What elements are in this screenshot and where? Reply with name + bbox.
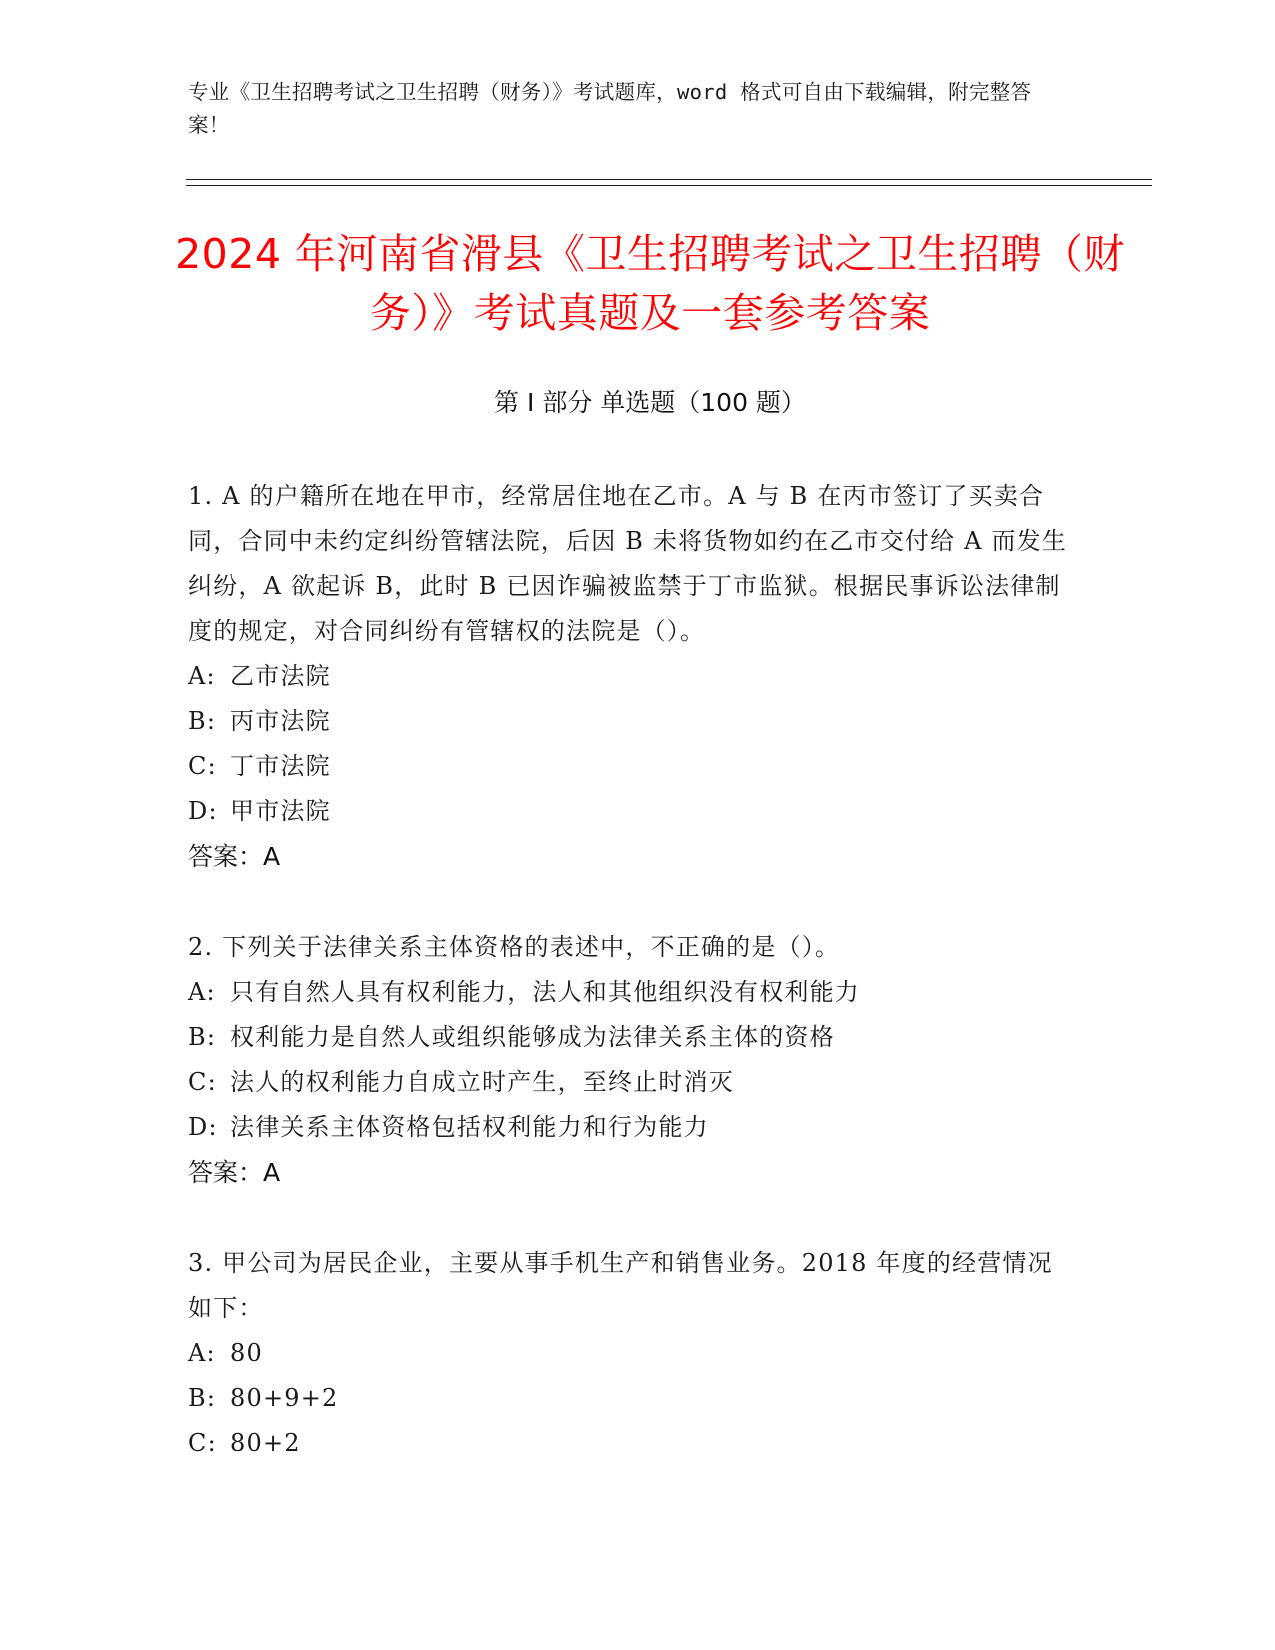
option-key: A: [188, 1339, 216, 1367]
answer-line [188, 1150, 1068, 1195]
answer-value: A [263, 1158, 281, 1187]
option-text: 丙市法院 [230, 707, 331, 735]
option-text: 80+9+2 [230, 1384, 339, 1412]
header-rule-top [186, 179, 1152, 180]
answer-line [188, 834, 1068, 879]
option-text: 乙市法院 [230, 662, 331, 690]
option-text: 法律关系主体资格包括权利能力和行为能力 [230, 1113, 709, 1141]
option-a [188, 1331, 1068, 1376]
option-b [188, 1376, 1068, 1421]
question-2 [188, 925, 1068, 1195]
option-text: 80+2 [230, 1429, 301, 1457]
question-list [188, 474, 1068, 1512]
option-key: B: [188, 707, 217, 735]
option-key: D: [188, 797, 218, 825]
header-note: 专业《卫生招聘考试之卫生招聘（财务）》考试题库，word 格式可自由下载编辑，附完整答案！ [188, 80, 1032, 137]
option-text: 丁市法院 [230, 752, 331, 780]
option-key: D: [188, 1113, 218, 1141]
section-title: 第 I 部分 单选题（100 题） [494, 388, 806, 417]
answer-label: 答案： [188, 1158, 264, 1187]
option-b [188, 699, 1068, 744]
option-key: C: [188, 1429, 217, 1457]
option-d [188, 789, 1068, 834]
option-key: C: [188, 1068, 217, 1096]
question-3 [188, 1241, 1068, 1466]
header-rule-bottom [186, 185, 1152, 186]
option-c [188, 744, 1068, 789]
option-key: B: [188, 1023, 217, 1051]
answer-label: 答案： [188, 842, 264, 871]
answer-value: A [263, 842, 281, 871]
document-title: 2024 年河南省滑县《卫生招聘考试之卫生招聘（财务）》考试真题及一套参考答案 [175, 230, 1125, 337]
option-text: 只有自然人具有权利能力，法人和其他组织没有权利能力 [230, 978, 860, 1006]
option-a [188, 654, 1068, 699]
option-key: A: [188, 662, 216, 690]
question-stem: 2. 下列关于法律关系主体资格的表述中，不正确的是（）。 [188, 933, 841, 961]
option-a [188, 970, 1068, 1015]
question-stem: 1. A 的户籍所在地在甲市，经常居住地在乙市。A 与 B 在丙市签订了买卖合同，合同中未约定纠纷管辖法院，后因 B 未将货物如约在乙市交付给 A 而发生纠纷，A 欲起诉 B，此时 B 已因诈骗被监禁于丁市监狱。根据民事诉讼法律制度的规定，对合同纠纷有管辖权的法院是（）。 [188, 482, 1068, 645]
option-c [188, 1421, 1068, 1466]
option-key: B: [188, 1384, 217, 1412]
option-text: 甲市法院 [230, 797, 331, 825]
option-key: C: [188, 752, 217, 780]
option-d [188, 1105, 1068, 1150]
option-b [188, 1015, 1068, 1060]
option-key: A: [188, 978, 216, 1006]
question-stem: 3. 甲公司为居民企业，主要从事手机生产和销售业务。2018 年度的经营情况如下： [188, 1249, 1053, 1322]
option-c [188, 1060, 1068, 1105]
option-text: 权利能力是自然人或组织能够成为法律关系主体的资格 [230, 1023, 835, 1051]
question-1 [188, 474, 1068, 879]
option-text: 法人的权利能力自成立时产生，至终止时消灭 [230, 1068, 734, 1096]
option-text: 80 [230, 1339, 263, 1367]
